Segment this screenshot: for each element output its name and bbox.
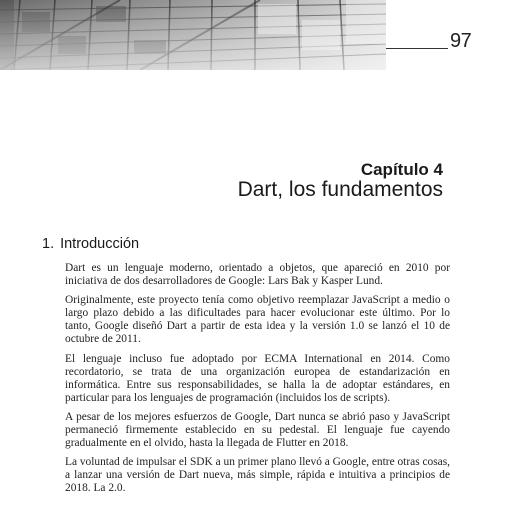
- paragraph: El lenguaje incluso fue adoptado por ECMA International en 2014. Como recordatorio, se trata de una organización europea de estandarización en informática. Entre sus responsabilidades, se halla la de adoptar estándares, en particular para los lenguajes de programación (incluidos los de scripts).: [65, 352, 450, 404]
- page-number: 97: [450, 30, 472, 52]
- section-title: Introducción: [60, 236, 140, 252]
- paragraph: Originalmente, este proyecto tenía como objetivo reemplazar JavaScript a medio o largo plazo debido a las dificultades para hacer evolucionar este último. Por lo tanto, Google diseñó Dart a partir de esta idea y la versión 1.0 se lanzó el 10 de octubre de 2011.: [65, 294, 450, 346]
- section-heading: [42, 236, 139, 252]
- chapter-title: Dart, los fundamentos: [237, 178, 443, 201]
- body-text: [65, 262, 450, 502]
- header-rule: [386, 48, 448, 49]
- chapter-label: Capítulo 4: [360, 160, 443, 179]
- header-architecture-image: [0, 0, 386, 70]
- paragraph: Dart es un lenguaje moderno, orientado a objetos, que apareció en 2010 por iniciativa de dos desarrolladores de Google: Lars Bak y Kasper Lund.: [65, 262, 450, 288]
- paragraph: La voluntad de impulsar el SDK a un primer plano llevó a Google, entre otras cosas, a lanzar una versión de Dart nueva, más simple, rápida e intuitiva a principios de 2018. La 2.0.: [65, 456, 450, 495]
- section-number: 1.: [42, 236, 55, 252]
- paragraph: A pesar de los mejores esfuerzos de Google, Dart nunca se abrió paso y JavaScript permaneció firmemente establecido en su pedestal. El lenguaje fue cayendo gradualmente en el olvido, hasta la llegada de Flutter en 2018.: [65, 410, 450, 450]
